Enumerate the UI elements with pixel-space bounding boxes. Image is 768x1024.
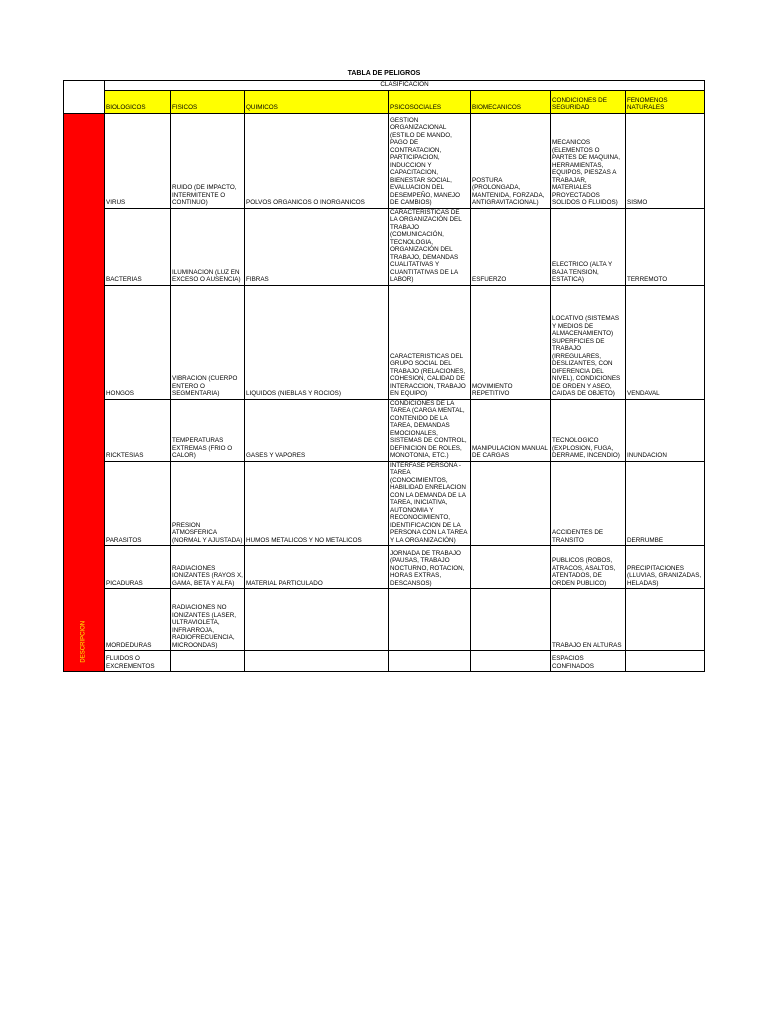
cell-fenomenos-naturales: DERRUMBE bbox=[626, 461, 705, 546]
cell-condiciones-seguridad: ACCIDENTES DE TRANSITO bbox=[551, 461, 626, 546]
cell-biomecanicos bbox=[471, 651, 551, 672]
cell-biologicos: RICKTESIAS bbox=[105, 399, 171, 461]
classification-label: CLASIFICACION bbox=[105, 81, 705, 91]
header-quimicos: QUIMICOS bbox=[245, 90, 389, 113]
cell-condiciones-seguridad: PUBLICOS (ROBOS, ATRACOS, ASALTOS, ATENTADOS, DE ORDEN PUBLICO) bbox=[551, 546, 626, 589]
header-psicosociales: PSICOSOCIALES bbox=[389, 90, 471, 113]
table-row bbox=[64, 285, 705, 399]
cell-psicosociales: GESTION ORGANIZACIONAL (ESTILO DE MANDO, PAGO DE CONTRATACION, PARTICIPACION, INDUCCION Y CAPACITACION, BIENESTAR SOCIAL, EVALUACION DEL DESEMPEÑO, MANEJO DE CAMBIOS) bbox=[389, 113, 471, 208]
table-row bbox=[64, 651, 705, 672]
cell-biomecanicos bbox=[471, 589, 551, 651]
cell-biologicos: FLUIDOS O EXCREMENTOS bbox=[105, 651, 171, 672]
cell-psicosociales: CARACTERISTICAS DE LA ORGANIZACIÓN DEL TRABAJO (COMUNICACIÓN, TECNOLOGIA, ORGANIZACIÓN DEL TRABAJO, DEMANDAS CUALITATIVAS Y CUANTITATIVAS DE LA LABOR) bbox=[389, 208, 471, 285]
cell-fisicos: PRESION ATMOSFERICA (NORMAL Y AJUSTADA) bbox=[171, 461, 245, 546]
table-row bbox=[64, 208, 705, 285]
cell-fenomenos-naturales: INUNDACION bbox=[626, 399, 705, 461]
cell-biologicos: MORDEDURAS bbox=[105, 589, 171, 651]
cell-quimicos bbox=[245, 589, 389, 651]
descripcion-label: DESCRIPCION bbox=[80, 620, 87, 663]
cell-quimicos: HUMOS METALICOS Y NO METALICOS bbox=[245, 461, 389, 546]
cell-fisicos bbox=[171, 651, 245, 672]
cell-quimicos bbox=[245, 651, 389, 672]
cell-fisicos: RUIDO (DE IMPACTO, INTERMITENTE O CONTINUO) bbox=[171, 113, 245, 208]
cell-quimicos: LIQUIDOS (NIEBLAS Y ROCIOS) bbox=[245, 285, 389, 399]
cell-quimicos: GASES Y VAPORES bbox=[245, 399, 389, 461]
cell-biologicos: VIRUS bbox=[105, 113, 171, 208]
cell-condiciones-seguridad: ELECTRICO (ALTA Y BAJA TENSION, ESTATICA) bbox=[551, 208, 626, 285]
cell-fisicos: RADIACIONES NO IONIZANTES (LASER, ULTRAVIOLETA, INFRARROJA, RADIOFRECUENCIA, MICROONDAS) bbox=[171, 589, 245, 651]
table-row bbox=[64, 589, 705, 651]
cell-quimicos: POLVOS ORGANICOS O INORGANICOS bbox=[245, 113, 389, 208]
cell-condiciones-seguridad: TECNOLOGICO (EXPLOSION, FUGA, DERRAME, INCENDIO) bbox=[551, 399, 626, 461]
cell-biomecanicos: MOVIMIENTO REPETITIVO bbox=[471, 285, 551, 399]
corner-cell bbox=[64, 81, 105, 91]
cell-biomecanicos: POSTURA (PROLONGADA, MANTENIDA, FORZADA, ANTIGRAVITACIONAL) bbox=[471, 113, 551, 208]
cell-psicosociales: JORNADA DE TRABAJO (PAUSAS, TRABAJO NOCTURNO, ROTACION, HORAS EXTRAS, DESCANSOS) bbox=[389, 546, 471, 589]
header-biomecanicos: BIOMECANICOS bbox=[471, 90, 551, 113]
cell-psicosociales bbox=[389, 589, 471, 651]
header-condiciones-seguridad: CONDICIONES DE SEGURIDAD bbox=[551, 90, 626, 113]
cell-fisicos: RADIACIONES IONIZANTES (RAYOS X, GAMA, BETA Y ALFA) bbox=[171, 546, 245, 589]
cell-biologicos: PICADURAS bbox=[105, 546, 171, 589]
corner-cell-lower bbox=[64, 90, 105, 113]
cell-fenomenos-naturales: TERREMOTO bbox=[626, 208, 705, 285]
cell-fenomenos-naturales bbox=[626, 651, 705, 672]
table-row bbox=[64, 113, 705, 208]
cell-condiciones-seguridad: ESPACIOS CONFINADOS bbox=[551, 651, 626, 672]
cell-psicosociales bbox=[389, 651, 471, 672]
cell-biomecanicos: ESFUERZO bbox=[471, 208, 551, 285]
cell-biomecanicos bbox=[471, 546, 551, 589]
header-fenomenos-naturales: FENOMENOS NATURALES bbox=[626, 90, 705, 113]
cell-biologicos: PARASITOS bbox=[105, 461, 171, 546]
cell-fisicos: ILUMINACION (LUZ EN EXCESO O AUSENCIA) bbox=[171, 208, 245, 285]
cell-fenomenos-naturales: VENDAVAL bbox=[626, 285, 705, 399]
cell-quimicos: FIBRAS bbox=[245, 208, 389, 285]
cell-fenomenos-naturales: PRECIPITACIONES (LLUVIAS, GRANIZADAS, HELADAS) bbox=[626, 546, 705, 589]
hazards-table bbox=[63, 80, 705, 672]
cell-psicosociales: INTERFASE PERSONA - TAREA (CONOCIMIENTOS, HABILIDAD ENRELACION CON LA DEMANDA DE LA TAREA, INICIATIVA, AUTONOMIA Y RECONOCIMIENTO, IDENTIFICACION DE LA PERSONA CON LA TAREA Y LA ORGANIZACIÓN) bbox=[389, 461, 471, 546]
classification-row bbox=[64, 81, 705, 91]
table-row bbox=[64, 399, 705, 461]
cell-biologicos: HONGOS bbox=[105, 285, 171, 399]
cell-condiciones-seguridad: LOCATIVO (SISTEMAS Y MEDIOS DE ALMACENAMIENTO) SUPERFICIES DE TRABAJO (IRREGULARES, DESLIZANTES, CON DIFERENCIA DEL NIVEL), CONDICIONES DE ORDEN Y ASEO, CAIDAS DE OBJETO) bbox=[551, 285, 626, 399]
table-title: TABLA DE PELIGROS bbox=[347, 70, 421, 77]
header-biologicos: BIOLOGICOS bbox=[105, 90, 171, 113]
descripcion-column bbox=[64, 113, 105, 672]
cell-psicosociales: CARACTERISTICAS DEL GRUPO SOCIAL DEL TRABAJO (RELACIONES, COHESION, CALIDAD DE INTERACCION, TRABAJO EN EQUIPO) bbox=[389, 285, 471, 399]
header-fisicos: FISICOS bbox=[171, 90, 245, 113]
cell-condiciones-seguridad: MECANICOS (ELEMENTOS O PARTES DE MAQUINA, HERRAMIENTAS, EQUIPOS, PIESZAS A TRABAJAR, MATERIALES PROYECTADOS SOLIDOS O FLUIDOS) bbox=[551, 113, 626, 208]
cell-biomecanicos: MANIPULACION MANUAL DE CARGAS bbox=[471, 399, 551, 461]
cell-condiciones-seguridad: TRABAJO EN ALTURAS bbox=[551, 589, 626, 651]
table-row bbox=[64, 461, 705, 546]
cell-biomecanicos bbox=[471, 461, 551, 546]
cell-biologicos: BACTERIAS bbox=[105, 208, 171, 285]
cell-fisicos: VIBRACION (CUERPO ENTERO O SEGMENTARIA) bbox=[171, 285, 245, 399]
cell-psicosociales: CONDICIONES DE LA TAREA (CARGA MENTAL, CONTENIDO DE LA TAREA, DEMANDAS EMOCIONALES, SISTEMAS DE CONTROL, DEFINICION DE ROLES, MONOTONIA, ETC.) bbox=[389, 399, 471, 461]
cell-fisicos: TEMPERATURAS EXTREMAS (FRIO O CALOR) bbox=[171, 399, 245, 461]
header-row bbox=[64, 90, 705, 113]
cell-quimicos: MATERIAL PARTICULADO bbox=[245, 546, 389, 589]
cell-fenomenos-naturales: SISMO bbox=[626, 113, 705, 208]
cell-fenomenos-naturales bbox=[626, 589, 705, 651]
table-row bbox=[64, 546, 705, 589]
